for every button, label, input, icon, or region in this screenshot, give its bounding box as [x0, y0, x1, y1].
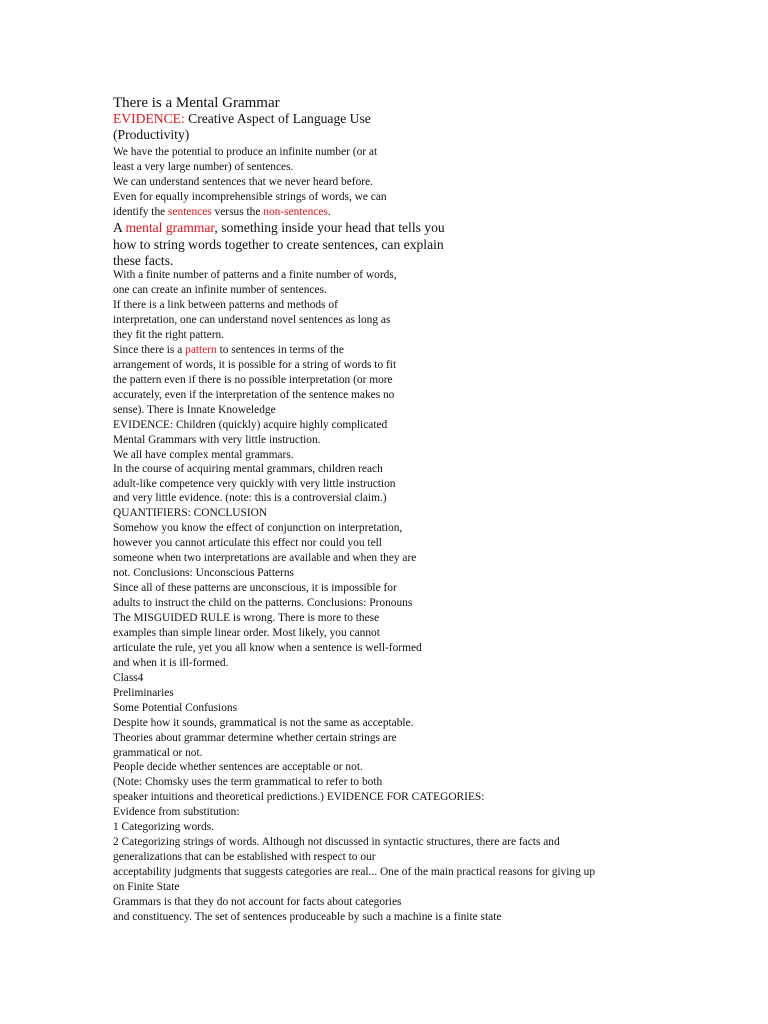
text-segment: someone when two interpretations are available and when they are — [113, 552, 417, 564]
text-segment: sense). There is Innate Knoweledge — [113, 404, 276, 416]
text-line — [113, 716, 414, 731]
text-line — [113, 126, 189, 143]
text-line — [113, 611, 379, 626]
text-line — [113, 775, 382, 790]
text-line — [113, 671, 143, 686]
text-line — [113, 910, 501, 925]
text-line — [113, 566, 294, 581]
text-segment: Despite how it sounds, grammatical is not the same as acceptable. — [113, 717, 414, 729]
text-segment: We have the potential to produce an infinite number (or at — [113, 146, 378, 158]
text-segment: adult-like competence very quickly with very little instruction — [113, 478, 396, 490]
highlighted-term: mental grammar — [125, 220, 215, 235]
text-line — [113, 536, 382, 551]
text-line — [113, 283, 327, 298]
text-line — [113, 731, 397, 746]
text-segment: QUANTIFIERS: CONCLUSION — [113, 507, 268, 519]
text-line — [113, 462, 383, 477]
text-segment: (Note: Chomsky uses the term grammatical to refer to both — [113, 776, 383, 788]
text-line — [113, 805, 240, 820]
text-line — [113, 252, 173, 269]
text-line — [113, 551, 416, 566]
text-line — [113, 686, 174, 701]
text-line — [113, 403, 276, 418]
text-segment: examples than simple linear order. Most likely, you cannot — [113, 627, 380, 639]
text-segment: grammatical or not. — [113, 747, 203, 759]
text-line — [113, 506, 267, 521]
text-segment: these facts. — [113, 253, 174, 268]
text-segment: Since there is a — [113, 344, 186, 356]
text-line — [113, 268, 397, 283]
text-line — [113, 418, 387, 433]
text-line — [113, 895, 401, 910]
text-segment: the pattern even if there is no possible interpretation (or more — [113, 374, 393, 386]
text-line — [113, 641, 422, 656]
text-line — [113, 850, 376, 865]
text-segment: A — [113, 220, 126, 235]
text-segment: identify the — [113, 206, 169, 218]
text-line — [113, 175, 373, 190]
text-line — [113, 491, 387, 506]
text-line — [113, 219, 445, 236]
text-line — [113, 477, 395, 492]
text-segment: one can create an infinite number of sentences. — [113, 284, 327, 296]
highlighted-term: non-sentences — [263, 206, 328, 218]
text-line — [113, 865, 595, 880]
text-line — [113, 521, 402, 536]
text-segment: Somehow you know the effect of conjunction on interpretation, — [113, 522, 403, 534]
text-segment: 2 Categorizing strings of words. Although not discussed in syntactic structures, there are facts and — [113, 836, 560, 848]
text-segment: not. Conclusions: Unconscious Patterns — [113, 567, 294, 579]
text-segment: Even for equally incomprehensible strings of words, we can — [113, 191, 387, 203]
highlighted-term: EVIDENCE: — [113, 111, 185, 126]
text-line — [113, 388, 394, 403]
text-segment: With a finite number of patterns and a finite number of words, — [113, 269, 397, 281]
text-segment: We can understand sentences that we never heard before. — [113, 176, 373, 188]
text-line — [113, 236, 444, 253]
text-line — [113, 433, 321, 448]
text-segment: acceptability judgments that suggests categories are real... One of the main practical reasons for giving up — [113, 866, 596, 878]
text-line — [113, 313, 390, 328]
text-segment: generalizations that can be established with respect to our — [113, 851, 376, 863]
text-line — [113, 145, 377, 160]
text-segment: adults to instruct the child on the patterns. Conclusions: Pronouns — [113, 597, 413, 609]
text-line — [113, 205, 331, 220]
text-segment: , something inside your head that tells you — [214, 220, 445, 235]
text-segment: Theories about grammar determine whether certain strings are — [113, 732, 397, 744]
text-line — [113, 820, 214, 835]
text-segment: Mental Grammars with very little instruction. — [113, 434, 321, 446]
text-segment: and very little evidence. (note: this is a controversial claim.) — [113, 492, 387, 504]
text-segment: We all have complex mental grammars. — [113, 449, 294, 461]
text-segment: how to string words together to create sentences, can explain — [113, 237, 444, 252]
text-line — [113, 835, 560, 850]
text-segment: to sentences in terms of the — [216, 344, 344, 356]
text-line — [113, 880, 179, 895]
text-segment: People decide whether sentences are acceptable or not. — [113, 761, 363, 773]
text-segment: versus the — [211, 206, 264, 218]
text-line — [113, 373, 393, 388]
text-segment: (Productivity) — [113, 127, 190, 142]
text-line — [113, 760, 363, 775]
text-line — [113, 626, 380, 641]
text-segment: Class4 — [113, 672, 144, 684]
text-segment: Some Potential Confusions — [113, 702, 238, 714]
text-segment: . — [327, 206, 331, 218]
text-line — [113, 343, 344, 358]
text-segment: on Finite State — [113, 881, 180, 893]
text-line — [113, 656, 228, 671]
text-segment: The MISGUIDED RULE is wrong. There is more to these — [113, 612, 380, 624]
text-line — [113, 581, 397, 596]
text-line — [113, 160, 293, 175]
text-line — [113, 596, 412, 611]
text-segment: speaker intuitions and theoretical predictions.) EVIDENCE FOR CATEGORIES: — [113, 791, 485, 803]
highlighted-term: pattern — [185, 344, 217, 356]
text-segment: There is a Mental Grammar — [113, 95, 280, 111]
text-segment: Since all of these patterns are unconscious, it is impossible for — [113, 582, 397, 594]
text-segment: they fit the right pattern. — [113, 329, 225, 341]
text-segment: accurately, even if the interpretation of the sentence makes no — [113, 389, 395, 401]
text-segment: Evidence from substitution: — [113, 806, 240, 818]
text-line — [113, 790, 484, 805]
text-line — [113, 328, 224, 343]
text-segment: EVIDENCE: Children (quickly) acquire highly complicated — [113, 419, 388, 431]
text-segment: Creative Aspect of Language Use — [184, 111, 371, 126]
text-segment: Grammars is that they do not account for facts about categories — [113, 896, 402, 908]
text-segment: In the course of acquiring mental grammars, children reach — [113, 463, 383, 475]
text-segment: however you cannot articulate this effect nor could you tell — [113, 537, 382, 549]
highlighted-term: sentences — [168, 206, 212, 218]
text-line — [113, 358, 396, 373]
text-line — [113, 190, 387, 205]
text-segment: least a very large number) of sentences. — [113, 161, 294, 173]
text-line — [113, 701, 237, 716]
text-segment: and constituency. The set of sentences produceable by such a machine is a finite state — [113, 911, 502, 923]
text-segment: If there is a link between patterns and methods of — [113, 299, 338, 311]
text-segment: 1 Categorizing words. — [113, 821, 214, 833]
text-line — [113, 746, 203, 761]
text-line — [113, 448, 294, 463]
text-line — [113, 298, 338, 313]
text-segment: arrangement of words, it is possible for a string of words to fit — [113, 359, 397, 371]
text-line — [113, 110, 371, 127]
text-segment: and when it is ill-formed. — [113, 657, 229, 669]
text-segment: articulate the rule, yet you all know when a sentence is well-formed — [113, 642, 422, 654]
text-segment: Preliminaries — [113, 687, 174, 699]
text-segment: interpretation, one can understand novel sentences as long as — [113, 314, 391, 326]
